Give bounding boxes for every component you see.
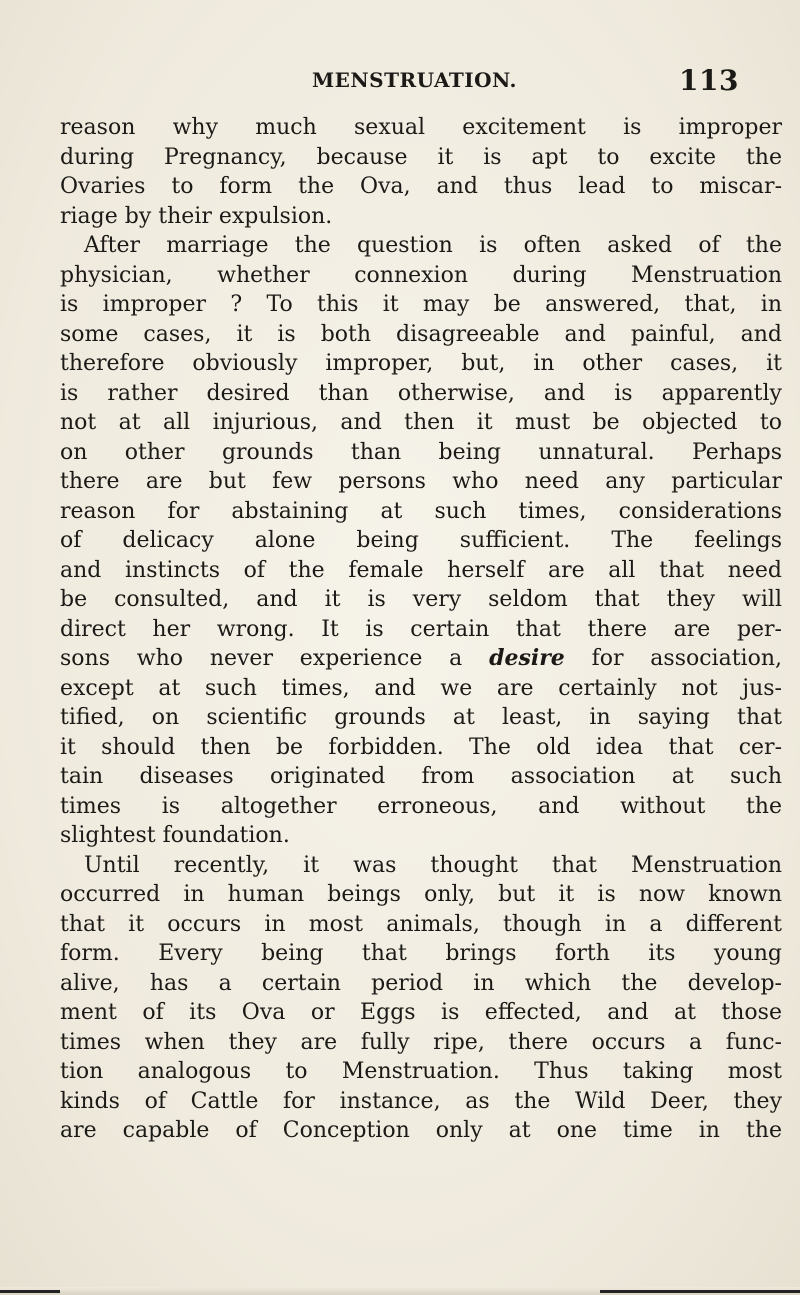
text-line: reason for abstaining at such times, considerations bbox=[60, 498, 782, 524]
text-line: not at all injurious, and then it must be objected to bbox=[60, 410, 782, 435]
text-line: therefore obviously improper, but, in other cases, it bbox=[60, 351, 782, 376]
text-line: tain diseases originated from association at such bbox=[60, 764, 782, 789]
text-line: that it occurs in most animals, though in a different bbox=[60, 911, 782, 937]
body-text bbox=[60, 113, 782, 1146]
text-line: form. Every being that brings forth its young bbox=[60, 941, 782, 966]
paragraph-start-line: Until recently, it was thought that Menstruation bbox=[84, 852, 782, 878]
page-bottom-edge bbox=[0, 1287, 800, 1295]
text-line: is improper ? To this it may be answered, that, in bbox=[60, 292, 782, 317]
running-head bbox=[0, 64, 800, 104]
text-line: there are but few persons who need any particular bbox=[60, 469, 782, 494]
text-line: physician, whether connexion during Menstruation bbox=[60, 262, 782, 288]
text-line: on other grounds than being unnatural. Perhaps bbox=[60, 439, 782, 465]
text-line: slightest foundation. bbox=[60, 823, 290, 848]
text-line: direct her wrong. It is certain that there are per- bbox=[60, 616, 782, 642]
text-line: times is altogether erroneous, and without the bbox=[60, 793, 782, 819]
text-line: ment of its Ova or Eggs is effected, and at those bbox=[60, 1000, 782, 1025]
text-line: are capable of Conception only at one time in the bbox=[60, 1118, 782, 1143]
text-line: Ovaries to form the Ova, and thus lead to miscar- bbox=[60, 174, 782, 199]
text-line: tion analogous to Menstruation. Thus taking most bbox=[60, 1059, 782, 1084]
text-line: alive, has a certain period in which the develop- bbox=[60, 970, 782, 996]
text-line: occurred in human beings only, but it is now known bbox=[60, 882, 782, 907]
text-segment: for association, bbox=[591, 646, 782, 671]
text-line: reason why much sexual excitement is improper bbox=[60, 115, 782, 140]
running-head-title: MENSTRUATION. bbox=[312, 68, 517, 92]
text-line: during Pregnancy, because it is apt to excite the bbox=[60, 144, 782, 170]
page-number: 113 bbox=[679, 64, 739, 97]
text-line: be consulted, and it is very seldom that they will bbox=[60, 587, 782, 612]
text-line-with-emphasis bbox=[60, 644, 782, 674]
text-line: and instincts of the female herself are all that need bbox=[60, 557, 782, 583]
text-line: except at such times, and we are certainly not jus- bbox=[60, 675, 782, 701]
text-line: some cases, it is both disagreeable and painful, and bbox=[60, 321, 782, 347]
text-line: times when they are fully ripe, there occurs a func- bbox=[60, 1029, 782, 1055]
paragraph-start-line: After marriage the question is often asked of the bbox=[84, 233, 782, 258]
text-line: of delicacy alone being sufficient. The feelings bbox=[60, 528, 782, 553]
text-line: it should then be forbidden. The old idea that cer- bbox=[60, 734, 782, 760]
text-line: is rather desired than otherwise, and is apparently bbox=[60, 380, 782, 406]
emphasized-word: desire bbox=[489, 645, 565, 671]
text-line: tified, on scientific grounds at least, in saying that bbox=[60, 705, 782, 730]
text-segment: sons who never experience a bbox=[60, 646, 463, 671]
text-line: riage by their expulsion. bbox=[60, 203, 333, 229]
text-line: kinds of Cattle for instance, as the Wild Deer, they bbox=[60, 1088, 782, 1114]
